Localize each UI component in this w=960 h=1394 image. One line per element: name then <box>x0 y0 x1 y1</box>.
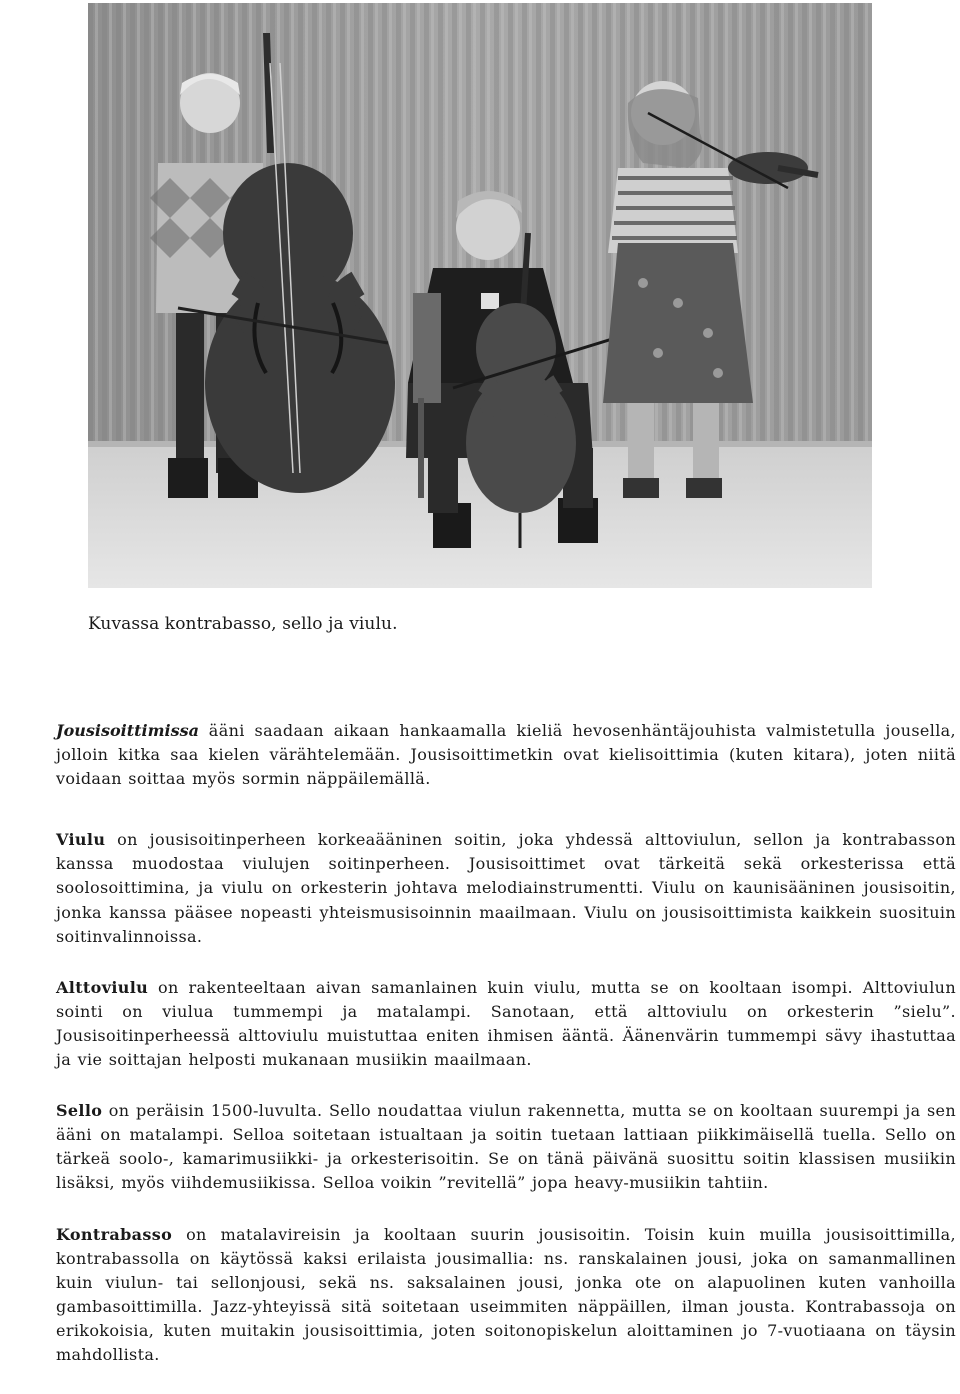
paragraph-text: on peräisin 1500-luvulta. Sello noudattaa viulun rakennetta, mutta se on kooltaan suurempi ja sen ääni on matalampi. Selloa soitetaan istualtaan ja soitin tuetaan lattiaan piikkimäisellä tuella. Sello on tärkeä soolo-, kamarimusiikki- ja orkesterisoitin. Se on tänä päivänä suosittu soitin klassisen musiikin lisäksi, myös viihdemusiikissa. Selloa voikin ”revitellä” jopa heavy-musiikin tahtiin. <box>56 1101 956 1193</box>
photo-illustration <box>88 3 872 588</box>
paragraph-text: on jousisoitinperheen korkeaääninen soitin, joka yhdessä alttoviulun, sellon ja kontrabasson kanssa muodostaa viulujen soitinperheen. Jousisoittimet ovat tärkeitä sekä orkesterissa että soolosoittimina, ja viulu on orkesterin johtava melodiainstrumentti. Viulu on kaunisääninen jousisoitin, jonka kanssa pääsee nopeasti yhteismusisoinnin maailmaan. Viulu on jousisoittimista kaikkein suosituin soitinvalinnoissa. <box>56 830 956 946</box>
term-alttoviulu: Alttoviulu <box>56 977 149 997</box>
term-jousisoittimissa: Jousisoittimissa <box>56 721 199 740</box>
term-viulu: Viulu <box>56 830 106 850</box>
paragraph-text: ääni saadaan aikaan hankaamalla kieliä hevosenhäntäjouhista valmistetulla jousella, jolloin kitka saa kielen värähtelemään. Jousisoittimetkin ovat kielisoittimia (kuten kitara), joten niitä voidaan soittaa myös sormin näppäilemällä. <box>56 721 956 789</box>
article-body <box>56 719 956 1394</box>
term-kontrabasso: Kontrabasso <box>56 1224 173 1244</box>
paragraph-sello <box>56 1099 956 1195</box>
paragraph-viulu <box>56 828 956 948</box>
paragraph-alttoviulu <box>56 976 956 1072</box>
instrument-photo <box>88 3 872 588</box>
term-sello: Sello <box>56 1101 103 1121</box>
paragraph-jousisoittimet <box>56 719 956 791</box>
photo-caption: Kuvassa kontrabasso, sello ja viulu. <box>88 614 398 634</box>
paragraph-kontrabasso <box>56 1223 956 1368</box>
paragraph-text: on matalavireisin ja kooltaan suurin jousisoitin. Toisin kuin muilla jousisoittimilla, kontrabassolla on käytössä kaksi erilaista jousimallia: ns. ranskalainen jousi, joka on samanmallinen kuin viulun- tai sellonjousi, sekä ns. saksalainen jousi, jonka ote on alapuolinen kuten vanhoilla gambasoittimilla. Jazz-yhteyissä sitä soitetaan useimmiten näppäillen, ilman jousta. Kontrabassoja on erikokoisia, kuten muitakin jousisoittimia, joten soitonopiskelun aloittaminen jo 7-vuotiaana on täysin mahdollista. <box>56 1224 956 1364</box>
paragraph-text: on rakenteeltaan aivan samanlainen kuin viulu, mutta se on kooltaan isompi. Alttoviulun sointi on viulua tummempi ja matalampi. Sanotaan, että alttoviulu on orkesterin ”sielu”. Jousisoitinperheessä alttoviulu muistuttaa eniten ihmisen ääntä. Äänenvärin tummempi sävy ihastuttaa ja vie soittajan helposti mukanaan musiikin maailmaan. <box>56 977 956 1070</box>
